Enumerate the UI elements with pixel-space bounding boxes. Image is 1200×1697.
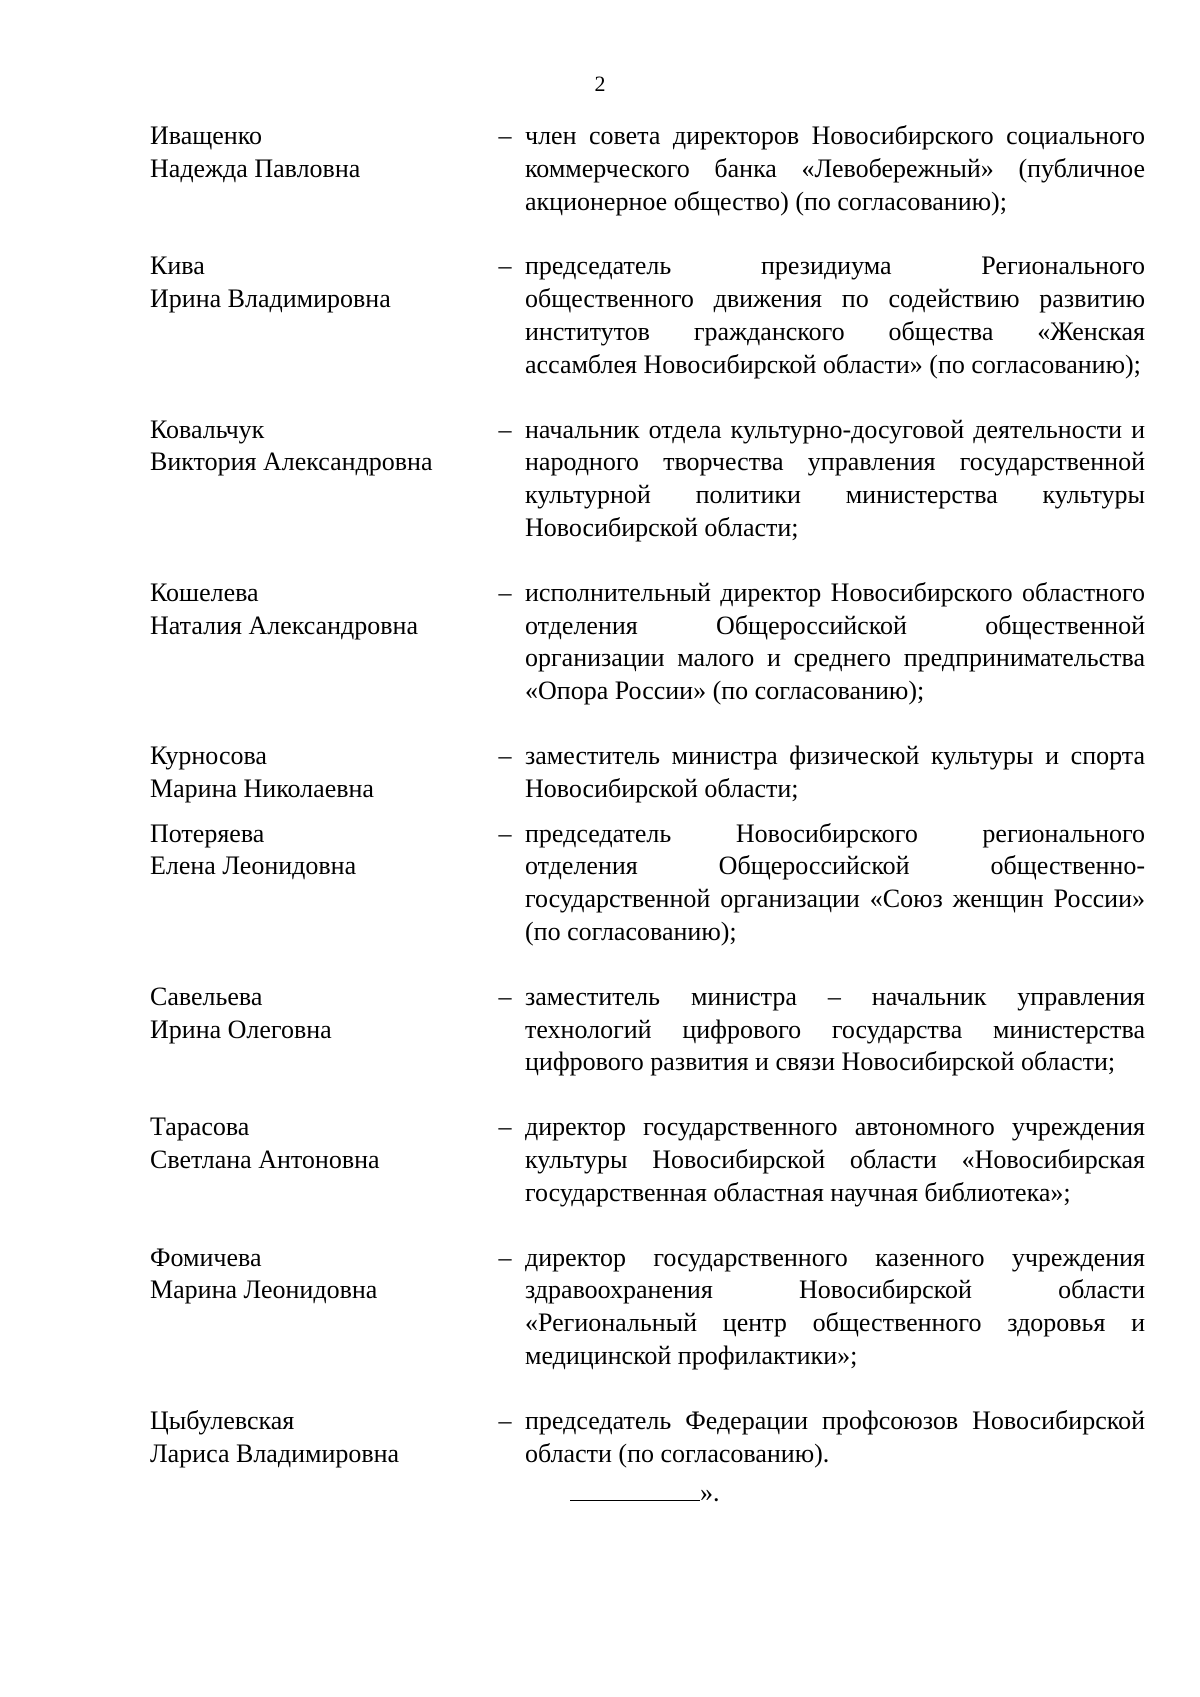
closing-mark (570, 1474, 720, 1509)
member-name (150, 577, 485, 643)
member-given-names: Светлана Антоновна (150, 1144, 380, 1174)
member-name (150, 740, 485, 806)
member-role: директор государственного казенного учреждения здравоохранения Новосибирской области «Региональный центр общественного здоровья и медицинской профилактики»; (525, 1242, 1145, 1370)
member-role: начальник отдела культурно-досуговой деятельности и народного творчества управления государственной культурной политики министерства культуры Новосибирской области; (525, 414, 1145, 542)
member-name (150, 120, 485, 186)
member-role: директор государственного автономного учреждения культуры Новосибирской области «Новосибирская государственная областная научная библиотека»; (525, 1112, 1145, 1207)
member-surname: Фомичева (150, 1242, 262, 1272)
member-entry (150, 981, 1145, 1079)
member-given-names: Марина Николаевна (150, 773, 374, 803)
member-surname: Цыбулевская (150, 1405, 295, 1435)
member-name (150, 414, 485, 480)
member-dash: – (498, 818, 512, 848)
member-entry (150, 740, 1145, 806)
member-name (150, 981, 485, 1047)
member-entry (150, 1111, 1145, 1209)
member-surname: Тарасова (150, 1112, 250, 1142)
member-dash: – (498, 121, 512, 150)
member-role: председатель Федерации профсоюзов Новосибирской области (по согласованию). (525, 1405, 1145, 1468)
member-dash: – (498, 414, 512, 444)
member-name (150, 1405, 485, 1471)
member-role: заместитель министра – начальник управления технологий цифрового государства министерства цифрового развития и связи Новосибирской области; (525, 981, 1145, 1077)
member-given-names: Марина Леонидовна (150, 1275, 378, 1305)
member-role: исполнительный директор Новосибирского областного отделения Общероссийской общественной организации малого и среднего предпринимательства «Опора России» (по согласованию); (525, 577, 1145, 706)
member-entry (150, 414, 1145, 545)
member-surname: Ковальчук (150, 414, 265, 444)
member-surname: Потеряева (150, 818, 265, 848)
member-dash: – (498, 251, 512, 281)
member-name (150, 250, 485, 316)
closing-quote: ». (700, 1478, 720, 1507)
members-list (150, 120, 1145, 1470)
member-entry (150, 818, 1145, 949)
member-given-names: Надежда Павловна (150, 153, 361, 183)
member-role: председатель Новосибирского регионального отделения Общероссийской общественно-государственной организации «Союз женщин России» (по согласованию); (525, 818, 1145, 946)
member-name (150, 818, 485, 884)
member-dash: – (498, 1112, 512, 1142)
member-entry (150, 1405, 1145, 1471)
member-dash: – (498, 740, 512, 770)
closing-underline (570, 1474, 700, 1501)
member-role: председатель президиума Регионального общественного движения по содействию развитию институтов гражданского общества «Женская ассамблея Новосибирской области» (по согласованию); (525, 251, 1145, 379)
member-entry (150, 120, 1145, 218)
member-given-names: Елена Леонидовна (150, 851, 357, 881)
member-given-names: Наталия Александровна (150, 610, 418, 640)
member-dash: – (498, 981, 512, 1011)
member-entry (150, 1242, 1145, 1373)
member-given-names: Виктория Александровна (150, 447, 433, 477)
member-surname: Кива (150, 251, 205, 281)
member-given-names: Ирина Владимировна (150, 284, 391, 314)
member-dash: – (498, 577, 512, 607)
member-name (150, 1111, 485, 1177)
member-dash: – (498, 1242, 512, 1272)
member-surname: Курносова (150, 740, 267, 770)
member-entry (150, 577, 1145, 708)
member-given-names: Ирина Олеговна (150, 1014, 332, 1044)
member-dash: – (498, 1405, 512, 1435)
member-surname: Кошелева (150, 577, 259, 607)
member-entry (150, 250, 1145, 381)
member-surname: Савельева (150, 981, 263, 1011)
member-given-names: Лариса Владимировна (150, 1438, 400, 1468)
member-surname: Иващенко (150, 121, 263, 150)
member-role: заместитель министра физической культуры и спорта Новосибирской области; (525, 740, 1145, 803)
member-name (150, 1242, 485, 1308)
page-number: 2 (594, 71, 606, 96)
member-role: член совета директоров Новосибирского социального коммерческого банка «Левобережный» (публичное акционерное общество) (по согласованию); (525, 121, 1145, 216)
